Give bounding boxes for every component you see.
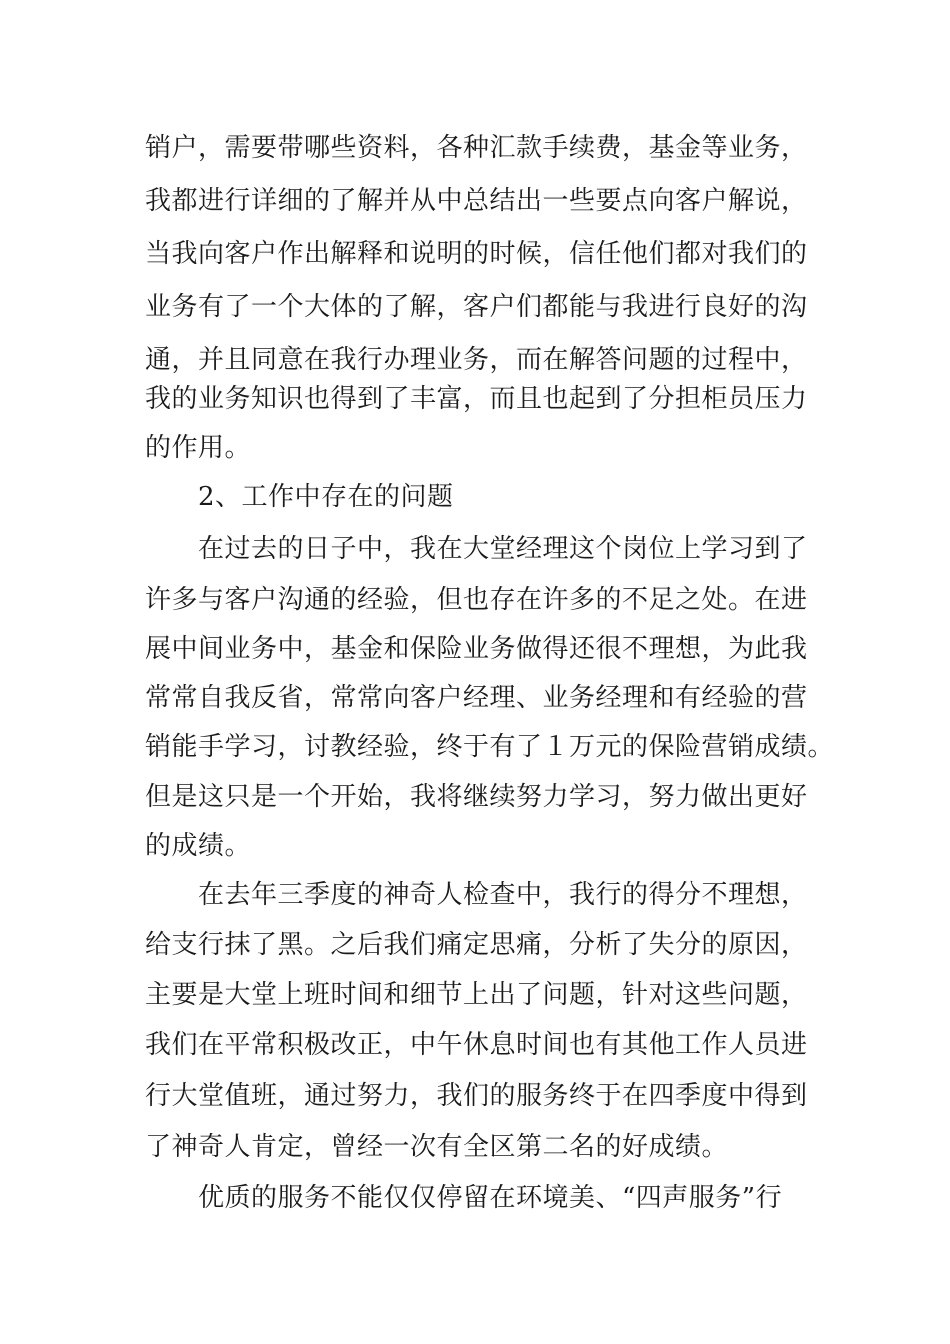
text-line: 的作用。 <box>145 433 252 463</box>
text-line: 的成绩。 <box>145 831 252 861</box>
text-line: 业务有了一个大体的了解，客户们都能与我进行良好的沟 <box>145 292 808 322</box>
text-line: 销户，需要带哪些资料，各种汇款手续费，基金等业务， <box>145 133 808 163</box>
text-line: 展中间业务中，基金和保险业务做得还很不理想，为此我 <box>145 634 808 664</box>
text-line: 我们在平常积极改正，中午休息时间也有其他工作人员进 <box>145 1030 808 1060</box>
text-line: 当我向客户作出解释和说明的时候，信任他们都对我们的 <box>145 239 808 269</box>
text-line: 我的业务知识也得到了丰富，而且也起到了分担柜员压力 <box>145 384 808 414</box>
text-line: 行大堂值班，通过努力，我们的服务终于在四季度中得到 <box>145 1081 808 1111</box>
text-line: 许多与客户沟通的经验，但也存在许多的不足之处。在进 <box>145 585 808 615</box>
text-line: 主要是大堂上班时间和细节上出了问题，针对这些问题， <box>145 980 808 1010</box>
text-line: 常常自我反省，常常向客户经理、业务经理和有经验的营 <box>145 683 808 713</box>
text-line: 但是这只是一个开始，我将继续努力学习，努力做出更好 <box>145 782 808 812</box>
text-line: 了神奇人肯定，曾经一次有全区第二名的好成绩。 <box>145 1132 729 1162</box>
text-line: 我都进行详细的了解并从中总结出一些要点向客户解说， <box>145 186 808 216</box>
section-heading: 2、工作中存在的问题 <box>198 482 454 512</box>
paragraph-start: 优质的服务不能仅仅停留在环境美、“四声服务”行 <box>198 1183 783 1213</box>
text-line: 销能手学习，讨教经验，终于有了１万元的保险营销成绩。 <box>145 732 835 762</box>
text-line: 通，并且同意在我行办理业务，而在解答问题的过程中， <box>145 345 808 375</box>
paragraph-start: 在去年三季度的神奇人检查中，我行的得分不理想， <box>198 880 808 910</box>
text-line: 给支行抹了黑。之后我们痛定思痛，分析了失分的原因， <box>145 930 808 960</box>
paragraph-start: 在过去的日子中，我在大堂经理这个岗位上学习到了 <box>198 534 808 564</box>
